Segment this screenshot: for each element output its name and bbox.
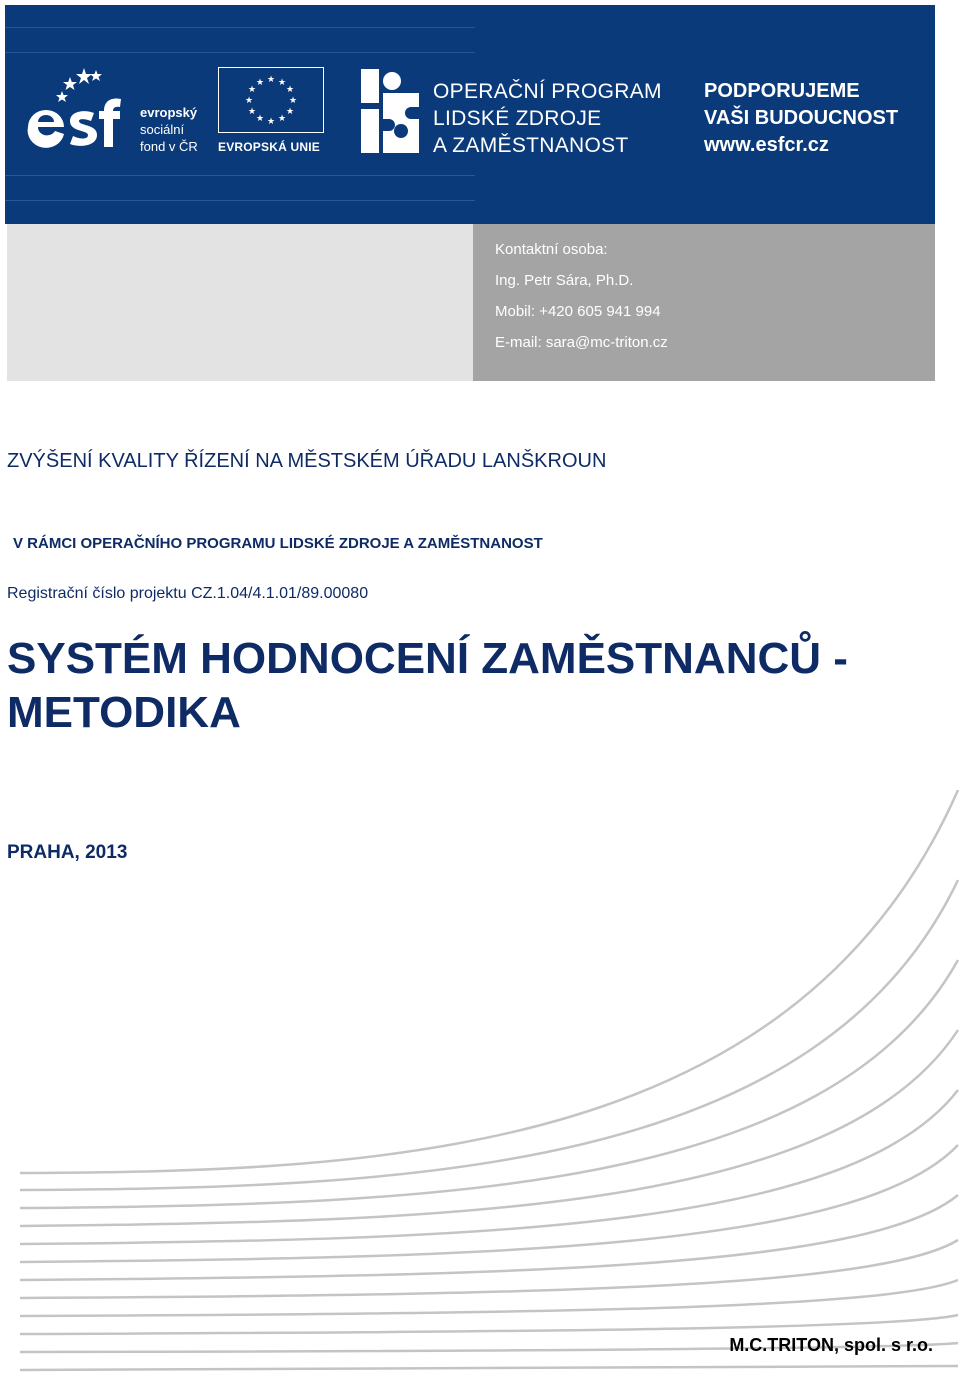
eu-label: EVROPSKÁ UNIE (218, 140, 320, 154)
svg-text:★: ★ (288, 96, 298, 106)
contact-name: Ing. Petr Sára, Ph.D. (495, 272, 634, 289)
title-line: METODIKA (7, 688, 241, 737)
svg-text:★: ★ (266, 117, 276, 127)
svg-text:★: ★ (277, 78, 287, 88)
esf-line: fond v ČR (140, 139, 198, 154)
eu-flag-icon (218, 67, 324, 133)
program-title (433, 78, 662, 159)
slogan-url: www.esfcr.cz (704, 134, 829, 156)
contact-info (495, 234, 668, 358)
program-line: OPERAČNÍ PROGRAM (433, 80, 662, 103)
slogan-line: PODPORUJEME (704, 80, 860, 102)
svg-text:★: ★ (285, 85, 295, 95)
svg-text:★: ★ (255, 78, 265, 88)
program-line: A ZAMĚSTNANOST (433, 134, 629, 157)
contact-email: E-mail: sara@mc-triton.cz (495, 334, 668, 351)
banner-divider (5, 175, 475, 176)
decorative-curves (0, 790, 960, 1383)
banner-divider (5, 52, 475, 53)
project-subheading: V RÁMCI OPERAČNÍHO PROGRAMU LIDSKÉ ZDROJE A ZAMĚSTNANOST (13, 535, 543, 552)
esf-text (140, 104, 198, 155)
svg-text:★: ★ (247, 107, 257, 117)
program-line: LIDSKÉ ZDROJE (433, 107, 602, 130)
op-puzzle-logo-icon (359, 67, 421, 155)
registration-number: Registrační číslo projektu CZ.1.04/4.1.01/89.00080 (7, 585, 369, 602)
document-title (7, 632, 925, 740)
svg-text:★: ★ (285, 107, 295, 117)
esf-logo-icon (26, 65, 136, 155)
svg-text:★: ★ (247, 85, 257, 95)
title-line: SYSTÉM HODNOCENÍ ZAMĚSTNANCŮ - (7, 634, 848, 683)
svg-text:★: ★ (244, 96, 254, 106)
company-name: M.C.TRITON, spol. s r.o. (729, 1335, 933, 1355)
banner-divider (5, 200, 475, 201)
banner-divider (5, 27, 475, 28)
esf-line: sociální (140, 122, 185, 137)
svg-text:★: ★ (255, 114, 265, 124)
slogan-line: VAŠI BUDOUCNOST (704, 107, 899, 129)
svg-text:★: ★ (277, 114, 287, 124)
place-year: PRAHA, 2013 (7, 842, 128, 863)
svg-text:★: ★ (266, 75, 276, 85)
esf-line: evropský (140, 105, 198, 120)
contact-label: Kontaktní osoba: (495, 241, 608, 258)
project-heading: ZVÝŠENÍ KVALITY ŘÍZENÍ NA MĚSTSKÉM ÚŘADU LANŠKROUN (7, 450, 607, 472)
slogan (704, 78, 898, 159)
contact-panel-left (7, 224, 473, 381)
contact-mobile: Mobil: +420 605 941 994 (495, 303, 661, 320)
